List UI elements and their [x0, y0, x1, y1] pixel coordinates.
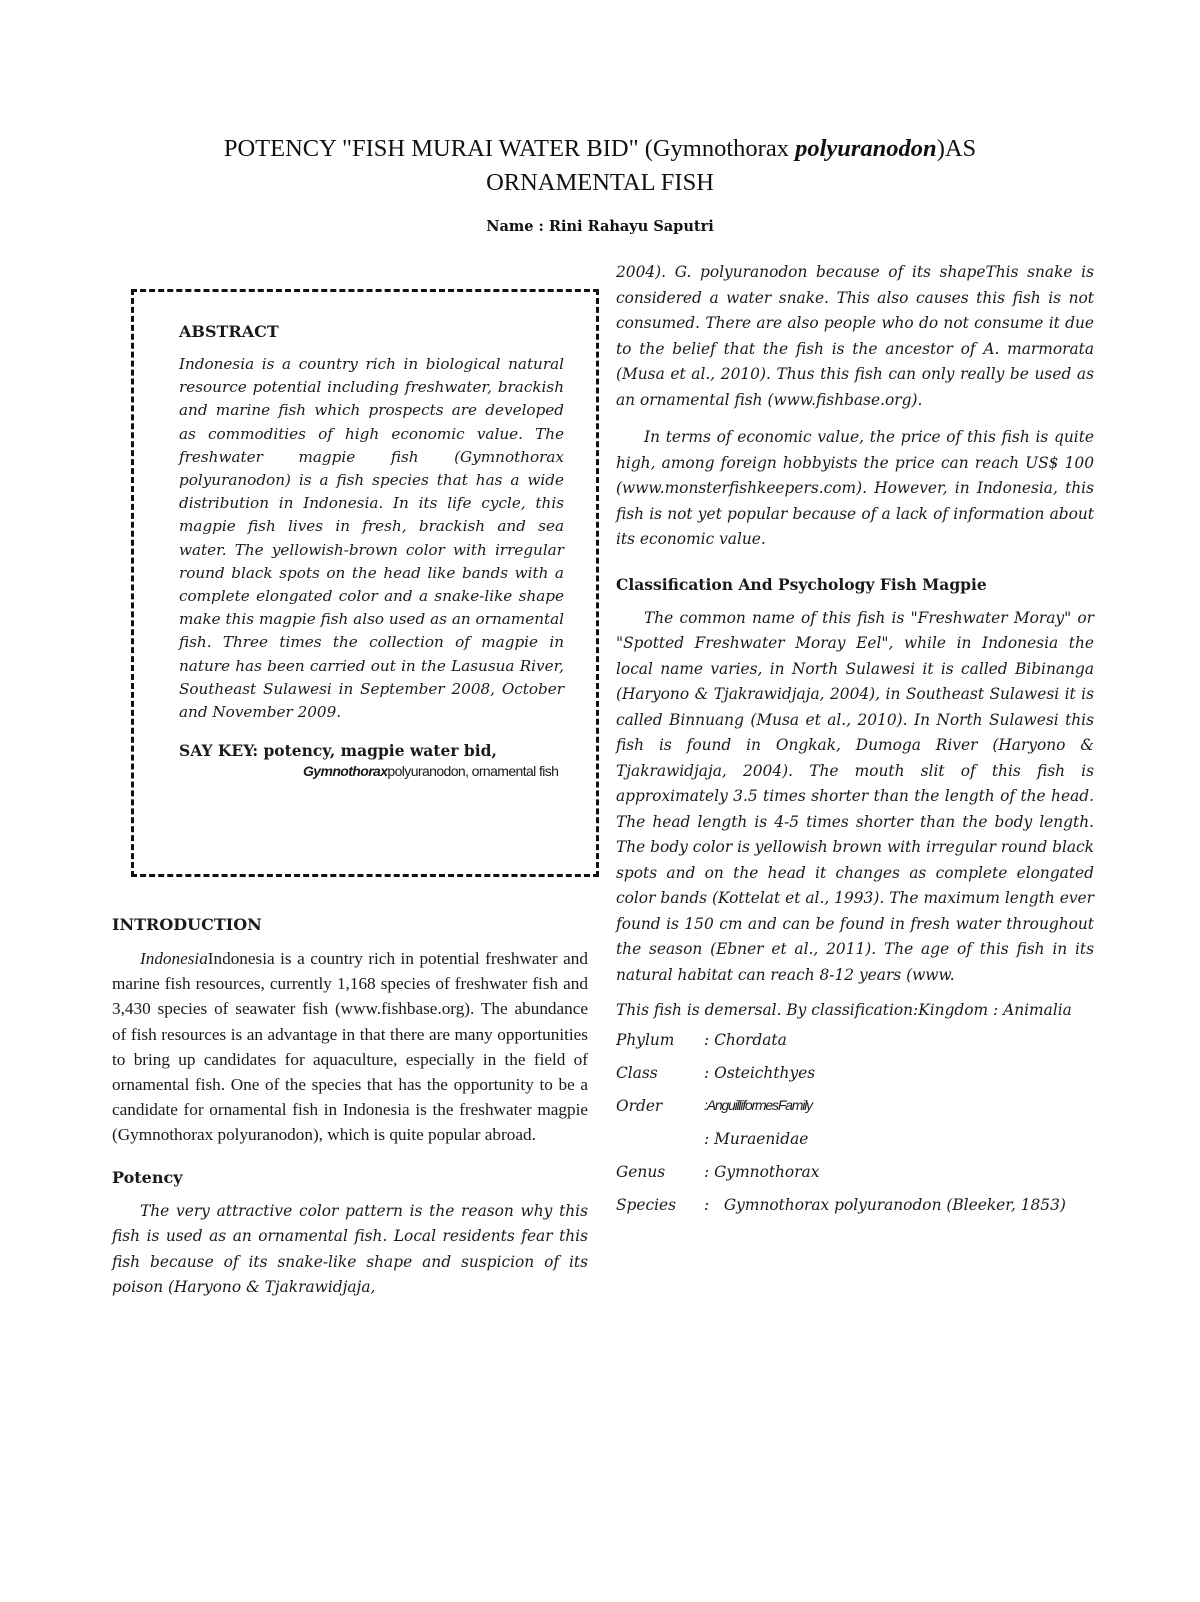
introduction-text: Indonesia is a country rich in potential freshwater and marine fish resources, currently 1,168 species of freshwater fish and 3,430 species of seawater fish (www.fishbase.org). The abundance of fish resources is an advantage in that there are many opportunities to bring up candidates for aquaculture, especially in the field of ornamental fish. One of the species that has the opportunity to be a candidate for ornamental fish in Indonesia is the freshwater magpie (Gymnothorax polyuranodon), which is quite popular abroad.: [112, 949, 588, 1145]
abstract-box: [131, 289, 599, 877]
potency-paragraph-1: The very attractive color pattern is the reason why this fish is used as an ornamental fish. Local residents fear this fish because of its snake-like shape and suspicion of its poison (Haryono & Tjakrawidjaja,: [112, 1201, 588, 1297]
taxonomy-rank: [616, 1130, 704, 1163]
title-species-italic: polyuranodon: [795, 135, 937, 162]
taxonomy-value: : Gymnothorax: [704, 1163, 820, 1181]
classification-heading: Classification And Psychology Fish Magpie: [616, 574, 987, 594]
classification-intro-line: This fish is demersal. By classification:Kingdom : Animalia: [616, 1001, 1072, 1019]
potency-paragraph-2: In terms of economic value, the price of this fish is quite high, among foreign hobbyists the price can reach US$ 100 (www.monsterfishkeepers.com). However, in Indonesia, this fish is not yet popular because of a lack of information about its economic value.: [616, 428, 1094, 548]
title-line-1: [100, 132, 1100, 166]
abstract-content: [179, 322, 564, 781]
introduction-lead-italic: Indonesia: [140, 949, 208, 968]
abstract-heading: ABSTRACT: [179, 322, 279, 341]
taxonomy-rank: Order: [616, 1097, 663, 1115]
keywords-rest-text: polyuranodon, ornamental fish: [387, 763, 559, 780]
title-suffix: )AS: [936, 135, 977, 162]
taxonomy-rank: Phylum: [616, 1031, 675, 1049]
keywords-continued: [303, 762, 564, 781]
taxonomy-value: : Muraenidae: [704, 1130, 809, 1148]
right-column: [616, 260, 1094, 1229]
taxonomy-rank: Genus: [616, 1163, 666, 1181]
abstract-text: Indonesia is a country rich in biological natural resource potential including freshwater, brackish and marine fish which prospects are developed as commodities of high economic value. The freshwater magpie fish (Gymnothorax polyuranodon) is a fish species that has a wide distribution in Indonesia. In its life cycle, this magpie fish lives in fresh, brackish and sea water. The yellowish-brown color with irregular round black spots on the head like bands with a complete elongated color and a snake-like shape make this magpie fish also used as an ornamental fish. Three times the collection of magpie in nature has been carried out in the Lasusua River, Southeast Sulawesi in September 2008, October and November 2009.: [179, 355, 564, 722]
taxonomy-value: :AnguilliformesFamily: [704, 1097, 812, 1113]
author-name: Name : Rini Rahayu Saputri: [486, 218, 714, 235]
left-column: [112, 915, 588, 1301]
taxonomy-value: : Osteichthyes: [704, 1064, 816, 1082]
taxonomy-rank: Class: [616, 1064, 658, 1082]
taxonomy-row: [616, 1064, 1066, 1097]
taxonomy-row: [616, 1196, 1066, 1229]
introduction-paragraph: [112, 946, 588, 1148]
keywords-label: SAY KEY: potency, magpie water bid,: [179, 741, 497, 761]
taxonomy-value: : Gymnothorax polyuranodon (Bleeker, 1853): [704, 1196, 1066, 1214]
taxonomy-row: [616, 1097, 1066, 1130]
classification-paragraph: The common name of this fish is "Freshwater Moray" or "Spotted Freshwater Moray Eel", while in Indonesia the local name varies, in North Sulawesi it is called Bibinanga (Haryono & Tjakrawidjaja, 2004), in Southeast Sulawesi it is called Binnuang (Musa et al., 2010). In North Sulawesi this fish is found in Ongkak, Dumoga River (Haryono & Tjakrawidjaja, 2004). The mouth slit of this fish is approximately 3.5 times shorter than the length of the head. The head length is 4-5 times shorter than the body length. The body color is yellowish brown with irregular round black spots and on the head it changes as complete elongated color bands (Kottelat et al., 1993). The maximum length ever found is 150 cm and can be found in fresh water throughout the season (Ebner et al., 2011). The age of this fish in its natural habitat can reach 8-12 years (www.: [616, 608, 1094, 984]
taxonomy-value: : Chordata: [704, 1031, 787, 1049]
introduction-heading: INTRODUCTION: [112, 915, 262, 934]
potency-paragraph-1-continued: 2004). G. polyuranodon because of its shapeThis snake is considered a water snake. This also causes this fish is not consumed. There are also people who do not consume it due to the belief that the fish is the ancestor of A. marmorata (Musa et al., 2010). Thus this fish can only really be used as an ornamental fish (www.fishbase.org).: [616, 263, 1094, 409]
title-prefix: POTENCY "FISH MURAI WATER BID" (Gymnothorax: [223, 135, 796, 162]
title-line-2: ORNAMENTAL FISH: [486, 169, 714, 196]
potency-heading: Potency: [112, 1167, 183, 1187]
paper-title: [100, 132, 1100, 200]
keywords: [179, 740, 564, 781]
taxonomy-row: [616, 1130, 1066, 1163]
taxonomy-row: [616, 1163, 1066, 1196]
taxonomy-row: [616, 1031, 1066, 1064]
taxonomy-rank: Species: [616, 1196, 677, 1214]
keywords-genus: Gymnothorax: [303, 763, 388, 780]
taxonomy-table: [616, 1031, 1066, 1229]
